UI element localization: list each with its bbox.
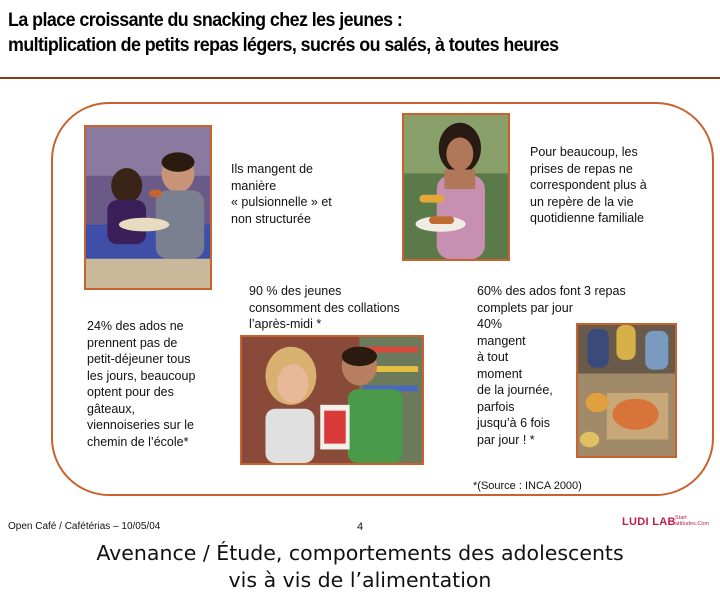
ludilab-logo: LUDI LAB xyxy=(622,516,676,528)
text-petitdej: 24% des ados ne prennent pas de petit-déjeuner tous les jours, beaucoup optent pour des gâteaux, viennoiseries sur le chemin de l’école* xyxy=(87,319,196,449)
logo-subtext: Start attitudes.Com xyxy=(675,515,709,527)
text-mangent: 40% mangent à tout moment de la journée, parfois jusqu’à 6 fois par jour ! * xyxy=(477,317,553,447)
text-repas: 60% des ados font 3 repas complets par jour xyxy=(477,284,626,315)
footer-info: Open Café / Cafétérias – 10/05/04 xyxy=(8,521,161,532)
caption-line-2: vis à vis de l’alimentation xyxy=(228,568,492,592)
source-note: *(Source : INCA 2000) xyxy=(473,480,582,492)
text-collations: 90 % des jeunes consomment des collations l’après-midi * xyxy=(249,284,400,331)
slide-title xyxy=(8,8,671,58)
text-pulsion: Ils mangent de manière « pulsionnelle » et non structurée xyxy=(231,162,332,226)
photo-woman-hotdog xyxy=(402,113,510,261)
text-repere: Pour beaucoup, les prises de repas ne correspondent plus à un repère de la vie quotidienne familiale xyxy=(530,145,647,225)
title-line-2: multiplication de petits repas légers, sucrés ou salés, à toutes heures xyxy=(8,35,559,56)
photo-couple-eating xyxy=(84,125,212,290)
caption-line-1: Avenance / Étude, comportements des adolescents xyxy=(96,541,624,565)
image-caption xyxy=(0,540,720,594)
page-number: 4 xyxy=(357,521,364,533)
photo-popcorn-couple xyxy=(240,335,424,465)
photo-friends-pizza xyxy=(576,323,677,458)
title-divider xyxy=(0,77,720,79)
title-line-1: La place croissante du snacking chez les jeunes : xyxy=(8,10,403,31)
